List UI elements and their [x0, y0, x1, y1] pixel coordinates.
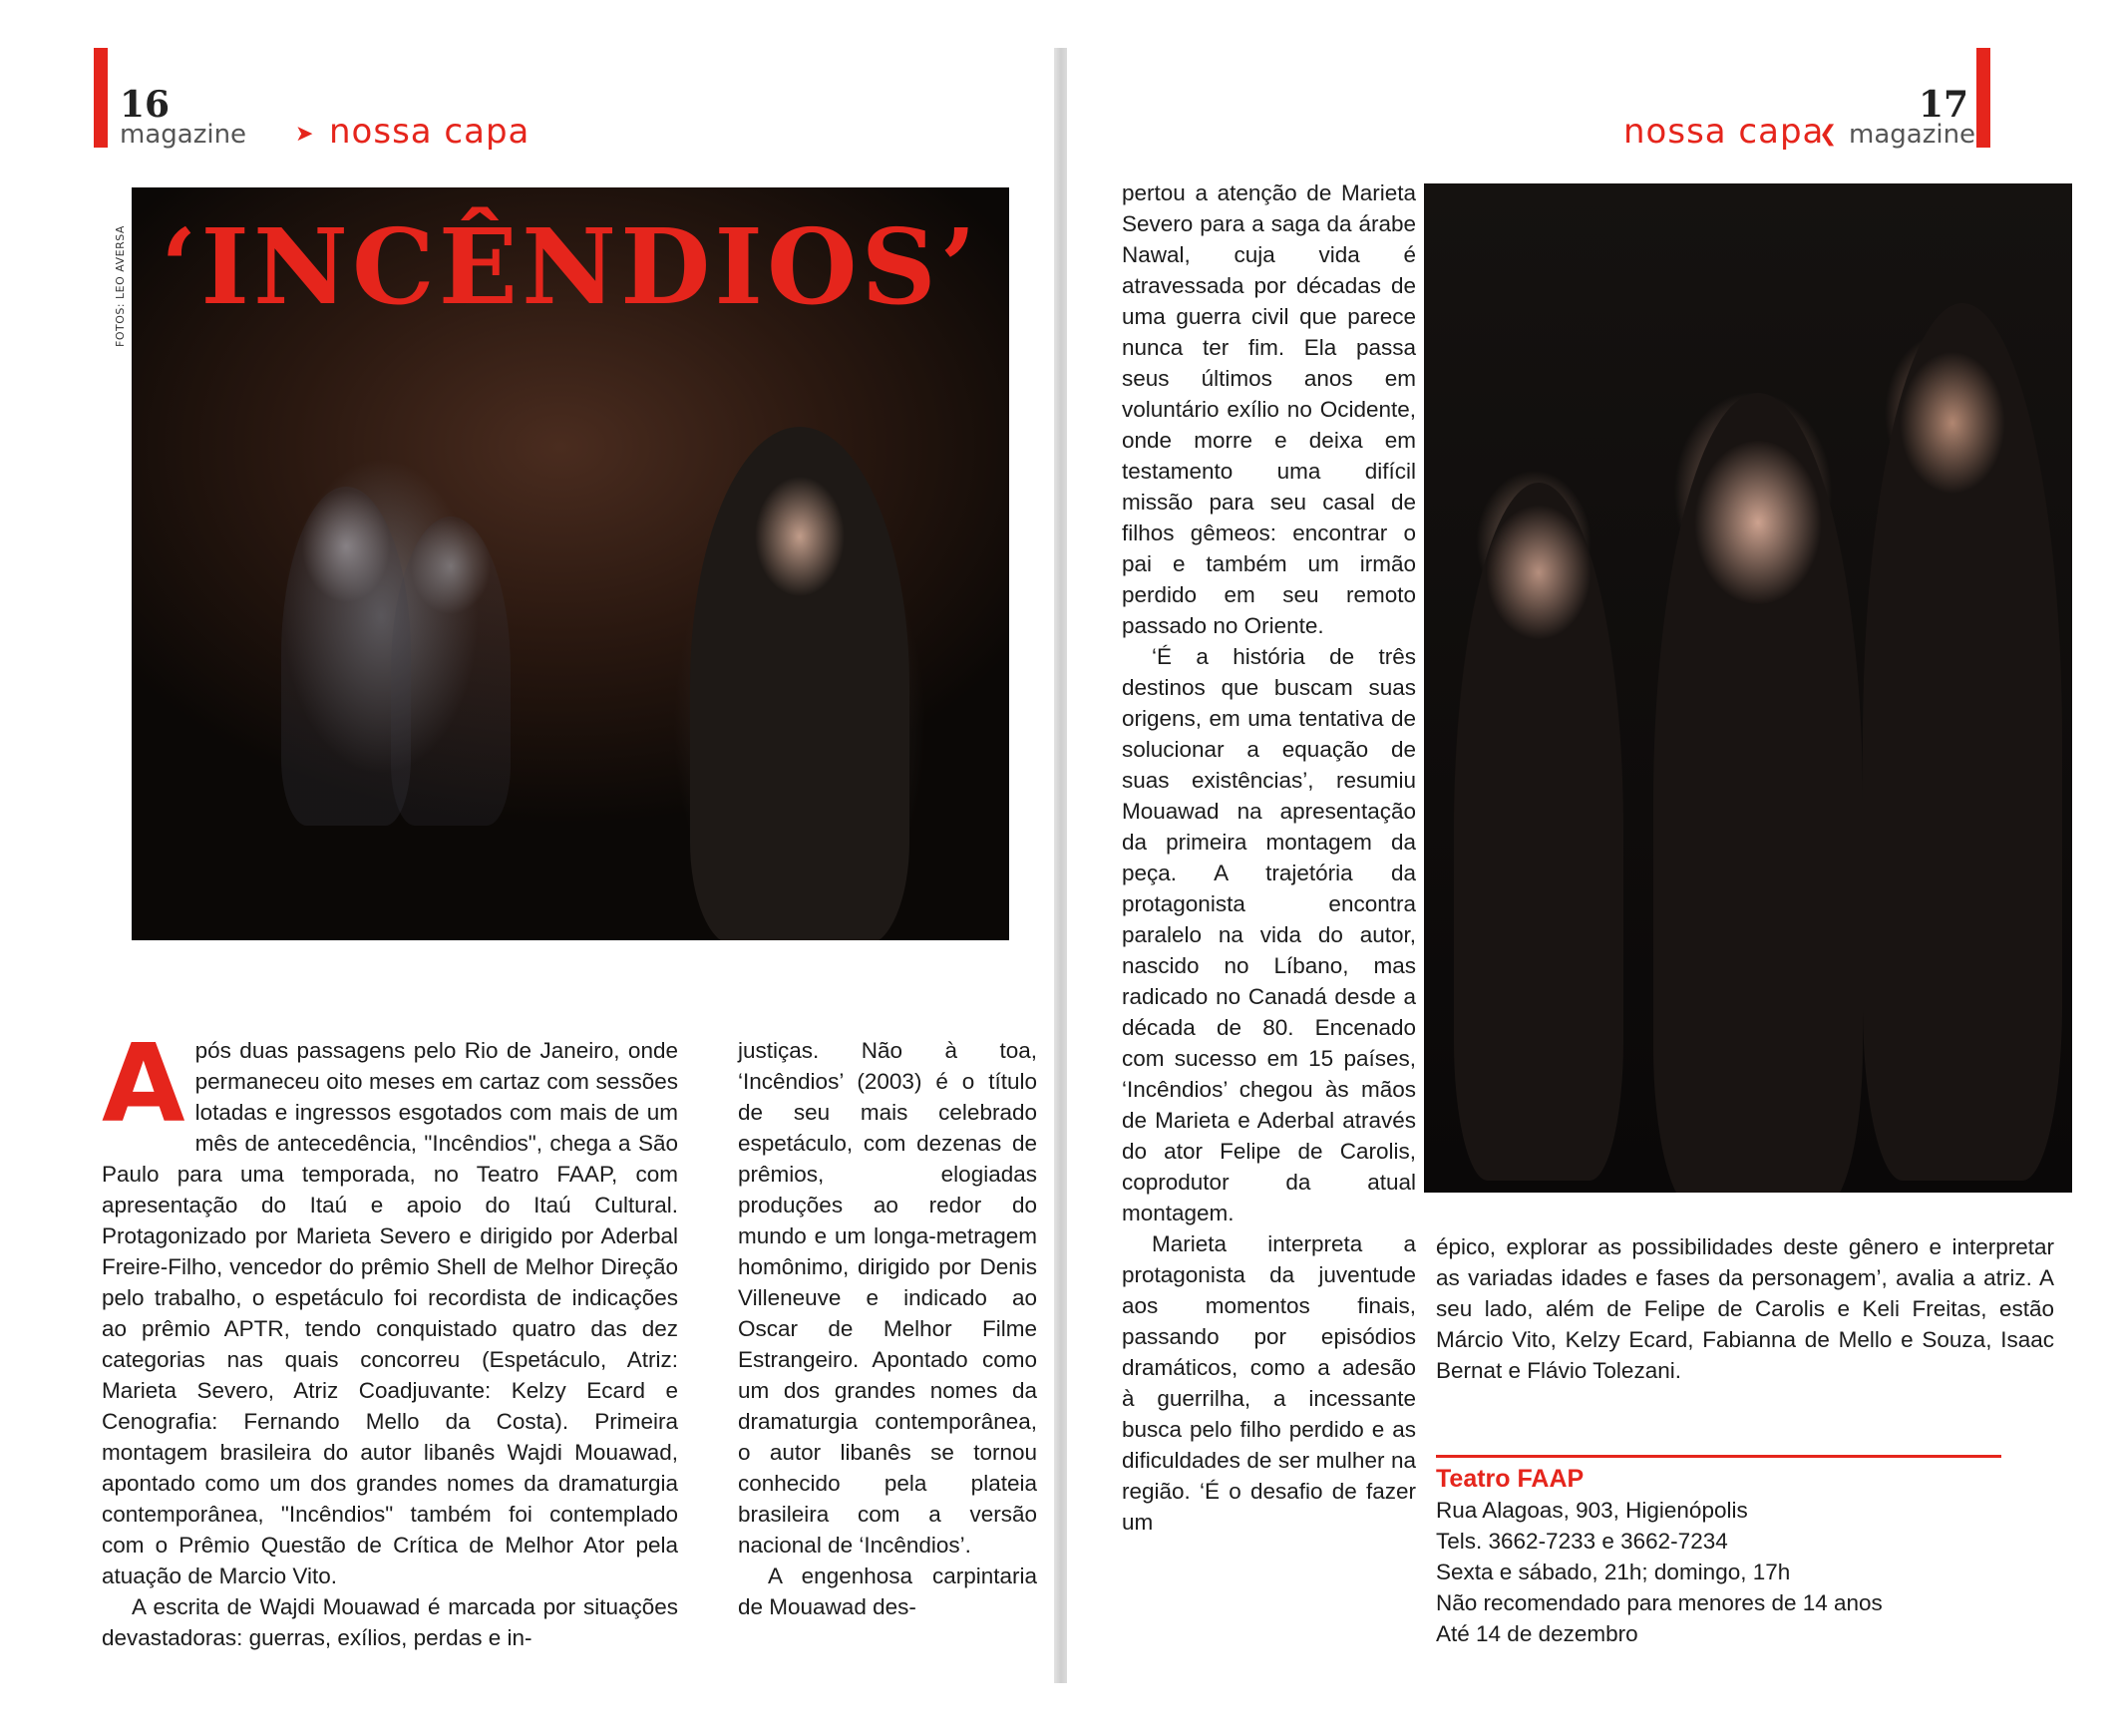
stage-photo: [132, 187, 1009, 940]
actress-figure: [690, 427, 909, 940]
section-label: nossa capa: [329, 112, 530, 152]
venue-name: Teatro FAAP: [1436, 1465, 1585, 1493]
paragraph: A escrita de Wajdi Mouawad é marcada por situações devastadoras: guerras, exílios, perdas e in-: [102, 1594, 678, 1650]
paragraph: pós duas passagens pelo Rio de Janeiro, onde permaneceu oito meses em cartaz com sessões lotadas e ingressos esgotados com mais de um mês de antecedência, "Incêndios", chega a São Paulo para uma temporada, no Teatro FAAP, com apresentação do Itaú e apoio do Itaú Cultural. Protagonizado por Marieta Severo e dirigido por Aderbal Freire-Filho, vencedor do prêmio Shell de Melhor Direção pelo trabalho, o espetáculo foi recordista de indicações ao prêmio APTR, tendo conquistado quatro das dez categorias nas quais concorreu (Espetáculo, Atriz: Marieta Severo, Atriz Coadjuvante: Kelzy Ecard e Cenografia: Fernando Mello da Costa). Primeira montagem brasileira do autor libanês Wajdi Mouawad, apontado como um dos grandes nomes da dramaturgia contemporânea, "Incêndios" também foi contemplado com o Prêmio Questão de Crítica de Melhor Ator pela atuação de Marcio Vito.: [102, 1038, 678, 1588]
page-edge-bar: [1976, 48, 1990, 148]
magazine-label: magazine: [120, 120, 247, 150]
paragraph: ‘É a história de três destinos que buscam suas origens, em uma tentativa de solucionar a equação de suas existências’, resumiu Mouawad na apresentação da primeira montagem da peça. A trajetória da protagonista encontra paralelo na vida do autor, nascido no Líbano, mas radicado no Canadá desde a década de 80. Encenado com sucesso em 15 países, ‘Incêndios’ chegou às mãos de Marieta e Aderbal através do ator Felipe de Carolis, coprodutor da atual montagem.: [1122, 644, 1416, 1225]
article-column: [1436, 1231, 2054, 1386]
article-title: ‘INCÊNDIOS’: [161, 205, 980, 328]
article-column: [1122, 177, 1416, 1538]
photo-credit: FOTOS: LEO AVERSA: [114, 225, 127, 347]
drop-cap: A: [102, 1022, 185, 1147]
paragraph: justiças. Não à toa, ‘Incêndios’ (2003) é o título de seu mais celebrado espetáculo, com dezenas de prêmios, elogiadas produções ao redor do mundo e um longa-metragem homônimo, dirigido por Denis Villeneuve e indicado ao Oscar de Melhor Filme Estrangeiro. Apontado como um dos grandes nomes da dramaturgia contemporânea, o autor libanês se tornou conhecido pela plateia brasileira com a versão nacional de ‘Incêndios’.: [738, 1038, 1037, 1558]
right-page: [1067, 48, 2076, 1683]
info-divider: [1436, 1455, 2001, 1458]
section-label: nossa capa: [1623, 112, 1825, 152]
chevron-left-icon: ❮: [1819, 122, 1838, 147]
cast-photo: [1424, 183, 2072, 1193]
paragraph: épico, explorar as possibilidades deste gênero e interpretar as variadas idades e fases da personagem’, avalia a atriz. A seu lado, além de Felipe de Carolis e Keli Freitas, estão Márcio Vito, Kelzy Ecard, Fabianna de Mello e Souza, Isaac Bernat e Flávio Tolezani.: [1436, 1234, 2054, 1383]
article-column: [738, 1035, 1037, 1622]
actress-figure: [1653, 393, 1863, 1193]
article-column: [102, 1022, 678, 1653]
venue-phones: Tels. 3662-7233 e 3662-7234: [1436, 1529, 1728, 1554]
background-figure: [391, 517, 511, 826]
page-number: 16: [120, 84, 171, 126]
run-until: Até 14 de dezembro: [1436, 1621, 1638, 1646]
paragraph: pertou a atenção de Marieta Severo para a saga da árabe Nawal, cuja vida é atravessada por décadas de uma guerra civil que parece nunca ter fim. Ela passa seus últimos anos em voluntário exílio no Ocidente, onde morre e deixa em testamento uma difícil missão para seu casal de filhos gêmeos: encontrar o pai e também um irmão perdido em seu remoto passado no Oriente.: [1122, 180, 1416, 638]
paragraph: Marieta interpreta a protagonista da juventude aos momentos finais, passando por episódios dramáticos, como a adesão à guerrilha, a incessante busca pelo filho perdido e as dificuldades de ser mulher na região. ‘É o desafio de fazer um: [1122, 1231, 1416, 1535]
actress-figure: [1454, 483, 1623, 1181]
age-rating: Não recomendado para menores de 14 anos: [1436, 1590, 1883, 1615]
actor-figure: [1863, 303, 2062, 1181]
paragraph: A engenhosa carpintaria de Mouawad des-: [738, 1563, 1037, 1619]
page-edge-bar: [94, 48, 108, 148]
left-page: [72, 48, 1054, 1683]
show-schedule: Sexta e sábado, 21h; domingo, 17h: [1436, 1560, 1791, 1584]
venue-info: [1436, 1464, 2054, 1649]
chevron-right-icon: ➤: [295, 122, 314, 147]
page-number: 17: [1919, 84, 1969, 126]
magazine-label: magazine: [1849, 120, 1976, 150]
venue-address: Rua Alagoas, 903, Higienópolis: [1436, 1498, 1748, 1523]
